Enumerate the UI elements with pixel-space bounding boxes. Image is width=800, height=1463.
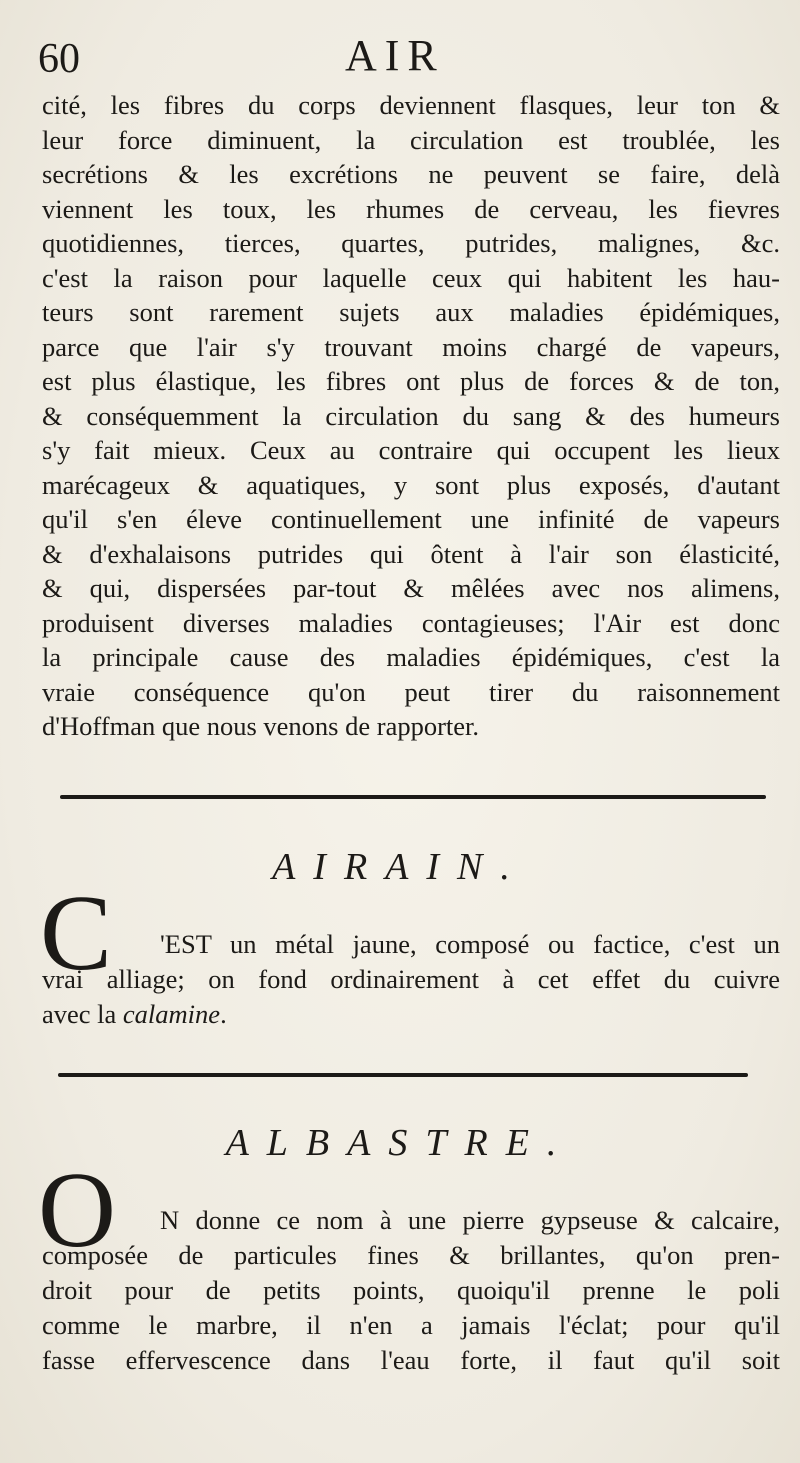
text-line: la principale cause des maladies épidémiques, c'est la bbox=[42, 642, 780, 672]
text-line: c'est la raison pour laquelle ceux qui habitent les hau- bbox=[42, 262, 780, 293]
text-line: est plus élastique, les fibres ont plus de forces & de ton, bbox=[42, 366, 780, 396]
text-line: s'y fait mieux. Ceux au contraire qui occupent les lieux bbox=[42, 435, 780, 465]
dropcap-o: O bbox=[38, 1151, 116, 1270]
text-line: droit pour de petits points, quoiqu'il prenne le poli bbox=[42, 1275, 780, 1305]
text-line: secrétions & les excrétions ne peuvent se faire, delà bbox=[42, 159, 780, 189]
section-heading-airain: AIRAIN. bbox=[272, 846, 528, 888]
text-line: & d'exhalaisons putrides qui ôtent à l'air son élasticité, bbox=[42, 538, 780, 569]
text-line: quotidiennes, tierces, quartes, putrides, malignes, &c. bbox=[42, 228, 780, 258]
text-line: cité, les fibres du corps deviennent flasques, leur ton & bbox=[42, 90, 780, 120]
albastre-paragraph bbox=[42, 1203, 780, 1378]
text-line: vraie conséquence qu'on peut tirer du raisonnement bbox=[42, 676, 780, 707]
text-fragment: avec la bbox=[42, 999, 123, 1029]
text-line: leur force diminuent, la circulation est troublée, les bbox=[42, 124, 780, 155]
airain-paragraph bbox=[42, 927, 780, 1032]
section-heading-albastre: ALBASTRE. bbox=[225, 1122, 575, 1164]
text-line: & conséquemment la circulation du sang & des humeurs bbox=[42, 400, 780, 431]
section-divider-rule bbox=[60, 795, 766, 799]
dropcap-c: C bbox=[40, 874, 113, 993]
text-line: & qui, dispersées par-tout & mêlées avec nos alimens, bbox=[42, 573, 780, 603]
running-head bbox=[38, 30, 778, 90]
text-line: 'EST un métal jaune, composé ou factice, c'est un bbox=[160, 929, 780, 959]
text-line: teurs sont rarement sujets aux maladies épidémiques, bbox=[42, 297, 780, 327]
text-line: parce que l'air s'y trouvant moins chargé de vapeurs, bbox=[42, 331, 780, 362]
continued-paragraph bbox=[42, 88, 780, 744]
text-line: qu'il s'en éleve continuellement une infinité de vapeurs bbox=[42, 504, 780, 534]
section-divider-rule bbox=[58, 1073, 748, 1077]
text-line: comme le marbre, il n'en a jamais l'éclat; pour qu'il bbox=[42, 1310, 780, 1340]
page-number: 60 bbox=[38, 36, 80, 82]
text-line: fasse effervescence dans l'eau forte, il faut qu'il soit bbox=[42, 1345, 780, 1375]
running-title: AIR bbox=[345, 31, 445, 80]
text-fragment: . bbox=[220, 999, 227, 1029]
italic-term: calamine bbox=[122, 999, 221, 1029]
text-line: viennent les toux, les rhumes de cerveau, les fievres bbox=[42, 193, 780, 224]
text-line bbox=[42, 997, 780, 1032]
text-line: vrai alliage; on fond ordinairement à cet effet du cuivre bbox=[42, 964, 780, 994]
text-line: composée de particules fines & brillantes, qu'on pren- bbox=[42, 1240, 780, 1270]
text-line: produisent diverses maladies contagieuses; l'Air est donc bbox=[42, 607, 780, 638]
text-line: N donne ce nom à une pierre gypseuse & calcaire, bbox=[160, 1205, 780, 1235]
text-line: marécageux & aquatiques, y sont plus exposés, d'autant bbox=[42, 469, 780, 500]
text-line: d'Hoffman que nous venons de rapporter. bbox=[42, 711, 480, 741]
